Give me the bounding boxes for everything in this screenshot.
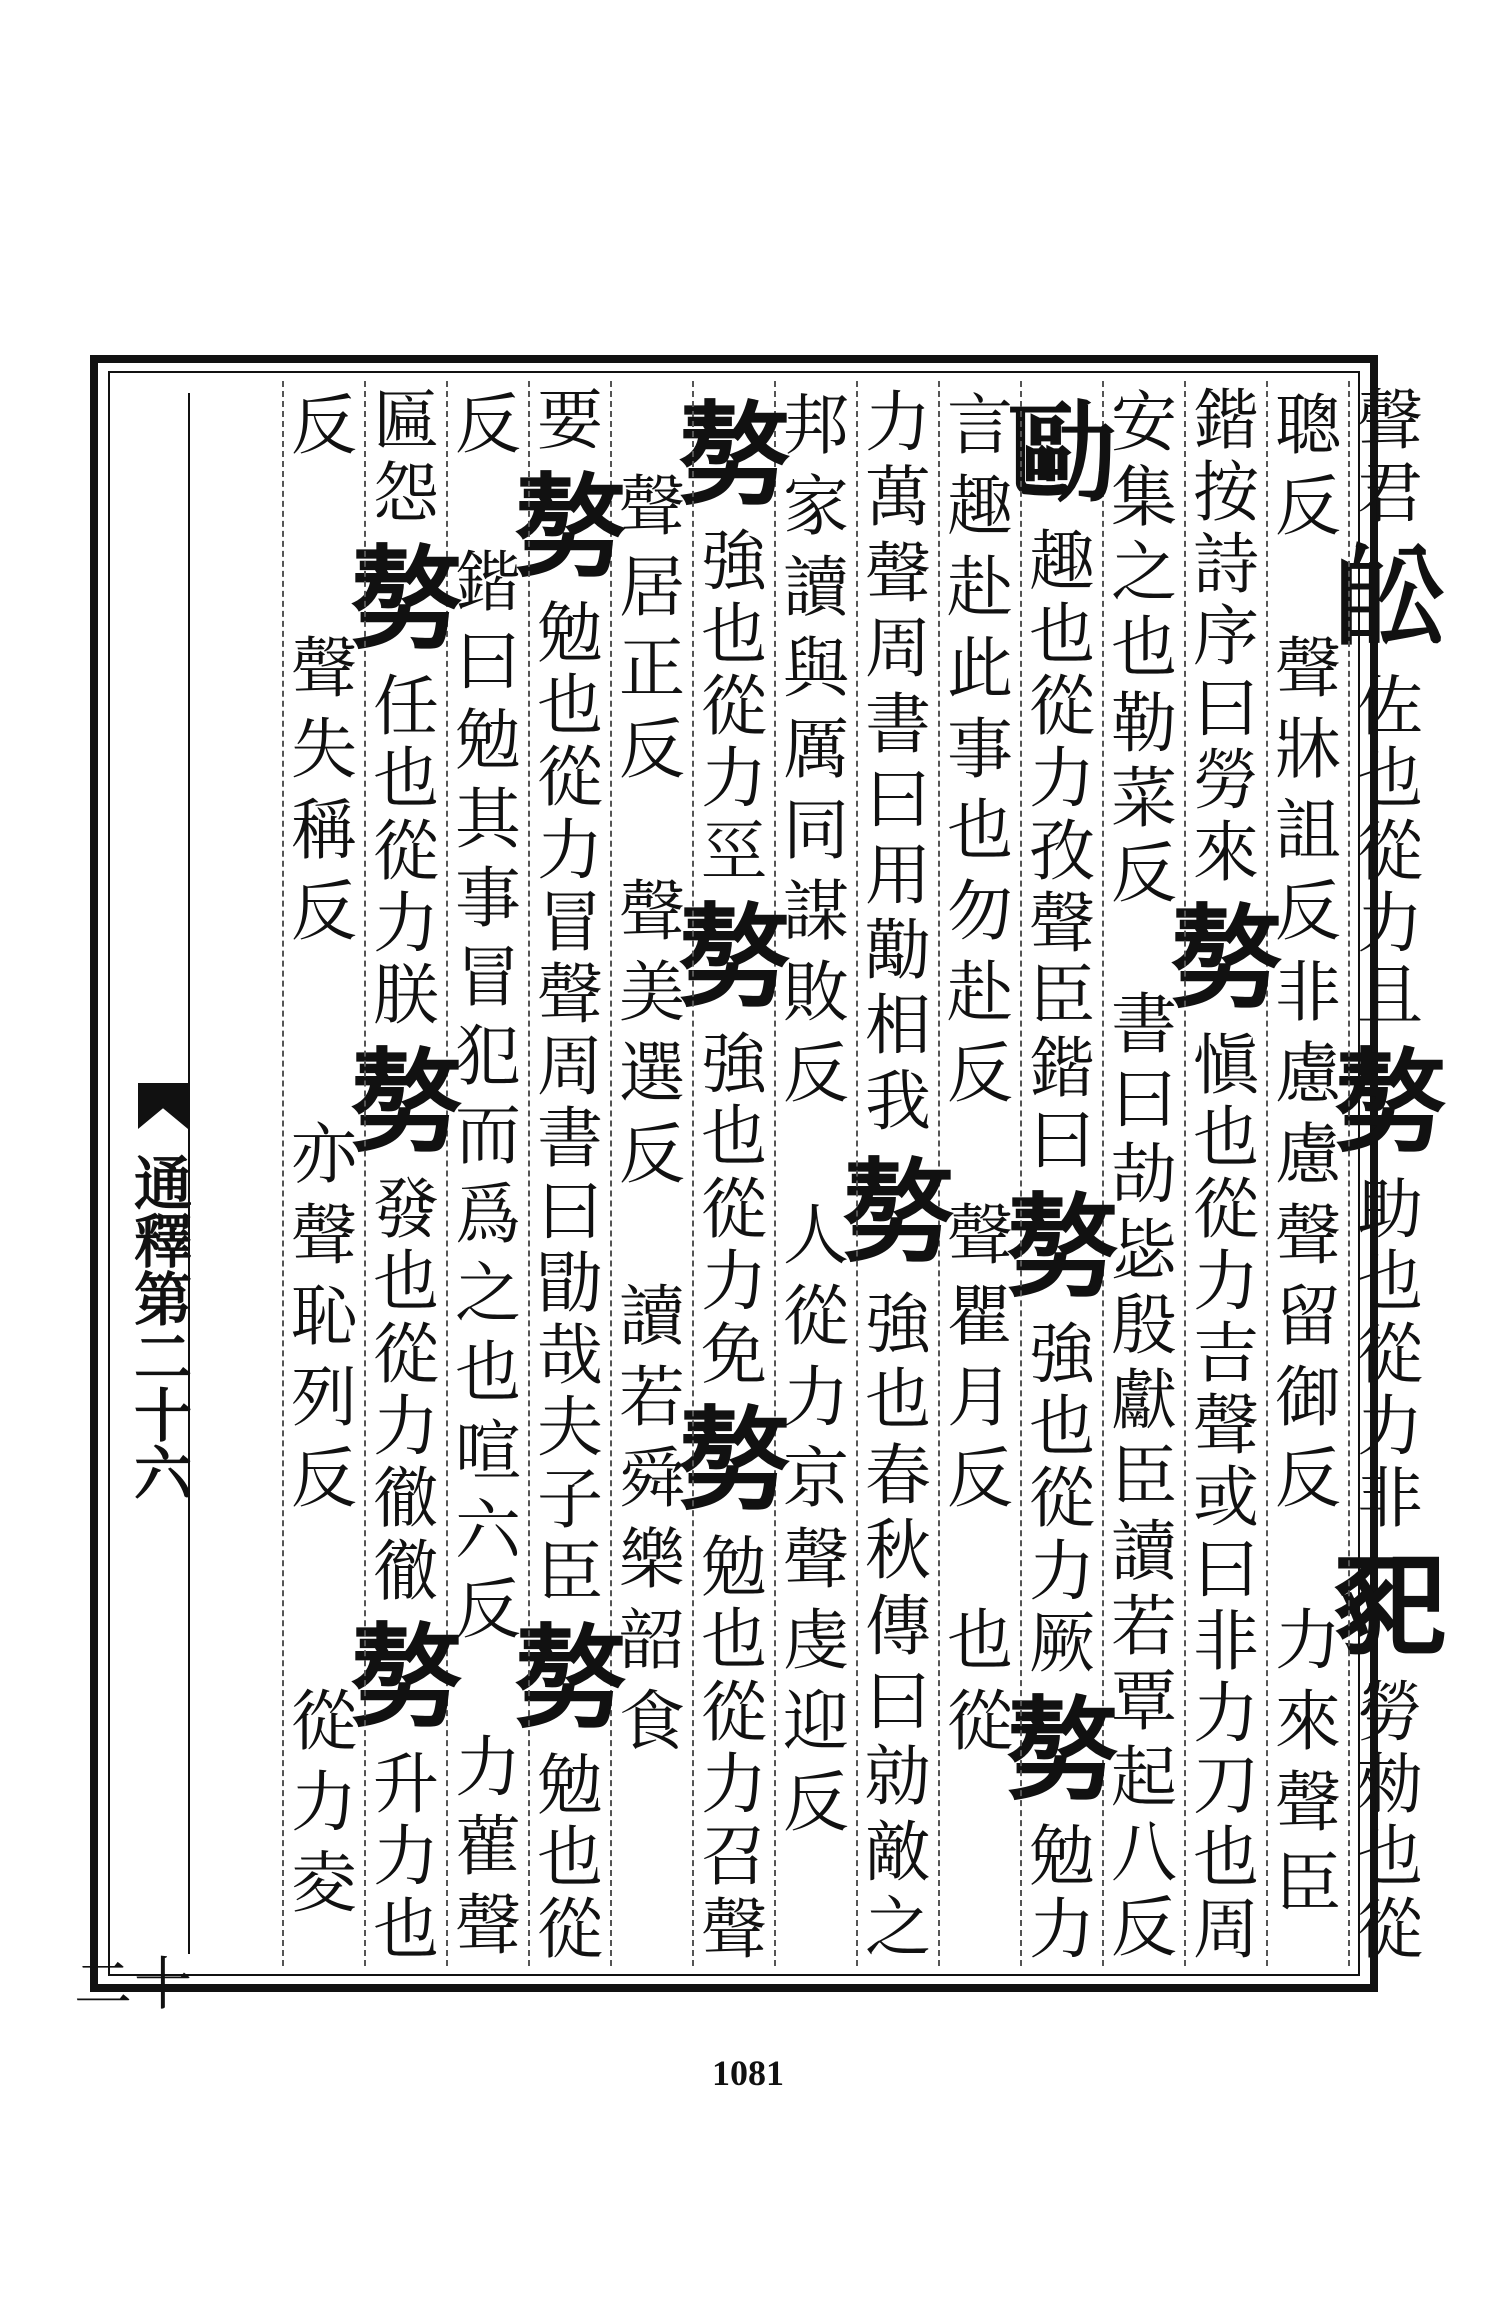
character: 讀 <box>1111 1512 1177 1590</box>
character: 相 <box>865 987 931 1065</box>
text-column <box>350 382 462 1968</box>
character: 勞 <box>1357 1673 1423 1751</box>
character: 力 <box>701 1243 767 1321</box>
seal-character: 𠢔 <box>1006 389 1118 521</box>
character: 反 <box>619 1115 685 1193</box>
character: 家 <box>783 467 849 545</box>
character: 從 <box>1193 1170 1259 1248</box>
character: 匾 <box>373 382 439 460</box>
character: 選 <box>619 1034 685 1112</box>
character: 傳 <box>865 1587 931 1665</box>
column-rule <box>282 381 284 1966</box>
character: 怨 <box>373 454 439 532</box>
character: 來 <box>1193 814 1259 892</box>
character: 也 <box>1193 1098 1259 1176</box>
character: 聲 <box>537 956 603 1034</box>
character: 從 <box>1029 667 1095 745</box>
character: 勉 <box>1029 1818 1095 1896</box>
character: 臣 <box>1029 957 1095 1035</box>
character: 徹 <box>373 1532 439 1610</box>
character: 強 <box>1029 1315 1095 1393</box>
character <box>940 1519 1020 1600</box>
character: 食 <box>619 1682 685 1760</box>
character: 慮 <box>1275 1115 1341 1193</box>
character: 聲 <box>1193 1386 1259 1464</box>
character: 讀 <box>619 1277 685 1355</box>
seal-character: 𠢕 <box>678 892 790 1024</box>
character: 周 <box>537 1028 603 1106</box>
character: 吉 <box>1193 1314 1259 1392</box>
character: 曰 <box>1193 1530 1259 1608</box>
character: 力 <box>1193 1242 1259 1320</box>
character: 力 <box>783 1358 849 1436</box>
character: 之 <box>865 1889 931 1967</box>
character: 也 <box>701 1601 767 1679</box>
character: 力 <box>701 740 767 818</box>
character: 力 <box>701 1746 767 1824</box>
character: 也 <box>865 1361 931 1439</box>
seal-character: 𠢕 <box>678 389 790 521</box>
character: 聲 <box>291 629 357 707</box>
text-column <box>1334 382 1446 1968</box>
character: 曰 <box>865 1662 931 1740</box>
character: 周 <box>865 610 931 688</box>
character: 君 <box>1357 454 1423 532</box>
character: 也 <box>1357 1818 1423 1896</box>
character: 之 <box>1111 534 1177 612</box>
character: 韶 <box>619 1601 685 1679</box>
character: 集 <box>1111 458 1177 536</box>
character <box>1268 547 1348 628</box>
character <box>284 1519 364 1600</box>
character: 也 <box>537 667 603 745</box>
character: 從 <box>701 667 767 745</box>
character: 也 <box>947 791 1013 869</box>
character: 覃 <box>1111 1663 1177 1741</box>
character: 起 <box>1111 1738 1177 1816</box>
character: 哉 <box>537 1316 603 1394</box>
character: 也 <box>701 595 767 673</box>
character <box>284 1600 364 1681</box>
character: 召 <box>701 1818 767 1896</box>
character: 從 <box>1357 1315 1423 1393</box>
character: 也 <box>701 1098 767 1176</box>
character: 勑 <box>1357 1746 1423 1824</box>
seal-character: 𠢕 <box>350 1037 462 1169</box>
character: 力 <box>291 1763 357 1841</box>
margin-leaf-number: 十二 <box>64 1953 192 2011</box>
character: 反 <box>1275 467 1341 545</box>
character: 力 <box>1357 885 1423 963</box>
character: 從 <box>373 1315 439 1393</box>
character: 任 <box>373 667 439 745</box>
character: 也 <box>1029 595 1095 673</box>
text-column <box>776 385 856 1966</box>
character: 謀 <box>783 872 849 950</box>
character: 聲 <box>865 534 931 612</box>
character: 從 <box>373 812 439 890</box>
center-margin <box>64 393 192 2011</box>
column-rule <box>1184 381 1186 1966</box>
character: 反 <box>291 872 357 950</box>
character: 詩 <box>1193 526 1259 604</box>
character: 也 <box>373 1890 439 1968</box>
character <box>1268 1519 1348 1600</box>
character: 反 <box>291 1439 357 1517</box>
character: 反 <box>947 1034 1013 1112</box>
text-column <box>678 385 790 1968</box>
character: 力 <box>865 383 931 461</box>
character: 春 <box>865 1436 931 1514</box>
character: 列 <box>291 1358 357 1436</box>
character: 反 <box>1275 1439 1341 1517</box>
character: 厲 <box>783 710 849 788</box>
character: 免 <box>701 1315 767 1393</box>
character: 劼 <box>1111 1136 1177 1214</box>
character: 犯 <box>455 1017 521 1095</box>
character: 迎 <box>783 1682 849 1760</box>
character: 力 <box>373 1818 439 1896</box>
character: 力 <box>373 885 439 963</box>
seal-character: 𠢕 <box>514 461 626 593</box>
character: 夫 <box>537 1389 603 1467</box>
character: 聲 <box>1275 629 1341 707</box>
character: 鍇 <box>1193 382 1259 460</box>
character: 勒 <box>1111 684 1177 762</box>
character: 書 <box>865 685 931 763</box>
character: 力 <box>455 1729 521 1807</box>
character: 而 <box>455 1096 521 1174</box>
character: 非 <box>1193 1602 1259 1680</box>
character: 臣 <box>1111 1437 1177 1515</box>
text-column <box>1170 382 1282 1969</box>
character: 從 <box>291 1682 357 1760</box>
character: 失 <box>291 710 357 788</box>
character: 從 <box>1029 1460 1095 1538</box>
character: 其 <box>455 780 521 858</box>
character: 佐 <box>1357 667 1423 745</box>
character: 讀 <box>783 548 849 626</box>
character <box>284 466 364 547</box>
character: 聲 <box>455 1887 521 1965</box>
character: 曰 <box>537 1172 603 1250</box>
seal-character: 𠢕 <box>350 534 462 666</box>
character: 瞿 <box>947 1277 1013 1355</box>
character: 之 <box>455 1255 521 1333</box>
character: 來 <box>1275 1682 1341 1760</box>
character: 反 <box>1111 835 1177 913</box>
character: 曰 <box>1193 670 1259 748</box>
character: 且 <box>1357 957 1423 1035</box>
character: 愼 <box>1193 1026 1259 1104</box>
margin-title: 通釋第二十六 <box>124 1153 192 1501</box>
character: 勿 <box>947 872 1013 950</box>
character: 升 <box>373 1746 439 1824</box>
character: 也 <box>1111 609 1177 687</box>
character: 鍇 <box>1029 1029 1095 1107</box>
character: 或 <box>1193 1458 1259 1536</box>
character: 聲 <box>1275 1763 1341 1841</box>
character: 敗 <box>783 953 849 1031</box>
character: 力 <box>1029 1890 1095 1968</box>
character: 冒 <box>455 938 521 1016</box>
character: 從 <box>537 1890 603 1968</box>
character: 留 <box>1275 1277 1341 1355</box>
character: 美 <box>619 953 685 1031</box>
seal-character: 𠢕 <box>1006 1684 1118 1816</box>
character <box>284 547 364 628</box>
seal-character: 𠢕 <box>350 1612 462 1744</box>
column-rule <box>364 381 366 1966</box>
character: 事 <box>947 710 1013 788</box>
character: 反 <box>619 710 685 788</box>
character: 強 <box>701 1026 767 1104</box>
character: 子 <box>537 1461 603 1539</box>
text-column <box>284 385 364 1966</box>
column-rule <box>1266 381 1268 1966</box>
character: 也 <box>1357 1243 1423 1321</box>
character: 聲 <box>1029 885 1095 963</box>
character: 從 <box>701 1170 767 1248</box>
seal-character: 𠢕 <box>1334 1037 1446 1169</box>
character: 刀 <box>1193 1747 1259 1825</box>
seal-character: 𦤉 <box>1334 534 1446 666</box>
character: 反 <box>783 1034 849 1112</box>
character: 亦 <box>291 1115 357 1193</box>
character: 非 <box>1275 953 1341 1031</box>
character: 反 <box>947 1439 1013 1517</box>
character: 按 <box>1193 454 1259 532</box>
character <box>612 790 692 871</box>
character: 朕 <box>373 957 439 1035</box>
character: 也 <box>947 1601 1013 1679</box>
character: 我 <box>865 1062 931 1140</box>
column-rule <box>856 381 858 1966</box>
character: 從 <box>947 1682 1013 1760</box>
character: 力 <box>373 1387 439 1465</box>
seal-character: 𠢕 <box>1170 893 1282 1025</box>
character: 反 <box>783 1763 849 1841</box>
character: 牀 <box>1275 710 1341 788</box>
character: 言 <box>947 386 1013 464</box>
character: 勖 <box>537 1244 603 1322</box>
character <box>612 385 692 466</box>
character: 反 <box>455 1571 521 1649</box>
character: 此 <box>947 629 1013 707</box>
character: 反 <box>1111 1889 1177 1967</box>
character: 赴 <box>947 548 1013 626</box>
character: 恥 <box>291 1277 357 1355</box>
character: 也 <box>455 1334 521 1412</box>
character: 赴 <box>947 953 1013 1031</box>
text-block <box>64 371 1446 2011</box>
character: 也 <box>537 1818 603 1896</box>
character: 雚 <box>455 1808 521 1886</box>
character: 虔 <box>783 1601 849 1679</box>
character: 厥 <box>1029 1604 1095 1682</box>
character <box>1104 912 1184 987</box>
character: 慮 <box>1275 1034 1341 1112</box>
character: 力 <box>1193 1675 1259 1753</box>
character: 從 <box>701 1673 767 1751</box>
character: 若 <box>1111 1588 1177 1666</box>
character: 聲 <box>783 1520 849 1598</box>
character: 趣 <box>947 467 1013 545</box>
character: 舜 <box>619 1439 685 1517</box>
character: 京 <box>783 1439 849 1517</box>
character: 也 <box>1193 1819 1259 1897</box>
character: 也 <box>1357 740 1423 818</box>
character: 助 <box>1357 1170 1423 1248</box>
character: 書 <box>537 1100 603 1178</box>
character: 月 <box>947 1358 1013 1436</box>
character: 曰 <box>455 622 521 700</box>
character: 秋 <box>865 1512 931 1590</box>
character: 也 <box>1029 1387 1095 1465</box>
text-column <box>1006 385 1118 1968</box>
character: 從 <box>783 1277 849 1355</box>
character: 同 <box>783 791 849 869</box>
character: 力 <box>1275 1601 1341 1679</box>
character: 非 <box>1357 1460 1423 1538</box>
character: 勞 <box>1193 742 1259 820</box>
character: 從 <box>537 739 603 817</box>
character: 聲 <box>619 872 685 950</box>
character <box>776 1114 856 1195</box>
character: 毖 <box>1111 1211 1177 1289</box>
character: 反 <box>1275 872 1341 950</box>
character: 也 <box>373 1243 439 1321</box>
character: 力 <box>1029 1532 1095 1610</box>
seal-character: 𠢕 <box>678 1395 790 1527</box>
character <box>284 1033 364 1114</box>
character: 力 <box>537 811 603 889</box>
page-number: 1081 <box>712 2053 784 2093</box>
character: 冒 <box>537 883 603 961</box>
character: 敵 <box>865 1813 931 1891</box>
column-rule <box>1348 381 1350 1966</box>
character: 強 <box>865 1285 931 1363</box>
character <box>448 464 528 543</box>
text-column <box>514 382 626 1968</box>
character: 六 <box>455 1492 521 1570</box>
character <box>284 952 364 1033</box>
character: 勉 <box>537 1746 603 1824</box>
character: 也 <box>373 740 439 818</box>
character: 若 <box>619 1358 685 1436</box>
character: 人 <box>783 1196 849 1274</box>
column-rule <box>692 381 694 1966</box>
character: 夌 <box>291 1844 357 1922</box>
character: 聰 <box>1275 386 1341 464</box>
character: 反 <box>455 385 521 463</box>
character: 邦 <box>783 386 849 464</box>
character: 安 <box>1111 383 1177 461</box>
character: 聲 <box>947 1196 1013 1274</box>
character: 趣 <box>1029 523 1095 601</box>
character: 發 <box>373 1170 439 1248</box>
character: 孜 <box>1029 812 1095 890</box>
character: 殷 <box>1111 1287 1177 1365</box>
character: 力 <box>1357 1387 1423 1465</box>
seal-character: 𠢕 <box>842 1147 954 1279</box>
character: 聲 <box>1275 1196 1341 1274</box>
character: 從 <box>1357 812 1423 890</box>
character: 周 <box>1193 1891 1259 1969</box>
character: 聲 <box>1357 382 1423 460</box>
character: 臣 <box>537 1533 603 1611</box>
character: 爲 <box>455 1175 521 1253</box>
seal-character: 𠢕 <box>514 1613 626 1745</box>
character: 用 <box>865 836 931 914</box>
character: 聲 <box>701 1890 767 1968</box>
character <box>612 1195 692 1276</box>
character: 勉 <box>701 1528 767 1606</box>
character: 巠 <box>701 812 767 890</box>
character: 聲 <box>619 467 685 545</box>
character: 書 <box>1111 985 1177 1063</box>
character: 勍 <box>865 1738 931 1816</box>
character: 曰 <box>1029 1102 1095 1180</box>
character: 御 <box>1275 1358 1341 1436</box>
character: 菜 <box>1111 760 1177 838</box>
character: 勉 <box>537 595 603 673</box>
character: 勱 <box>865 912 931 990</box>
character: 從 <box>1357 1890 1423 1968</box>
character: 詛 <box>1275 791 1341 869</box>
character: 反 <box>291 386 357 464</box>
column-rule <box>528 381 530 1966</box>
character: 力 <box>1029 740 1095 818</box>
character: 勉 <box>455 701 521 779</box>
character: 正 <box>619 629 685 707</box>
character: 要 <box>537 382 603 460</box>
text-column <box>842 383 954 1967</box>
text-column <box>1268 385 1348 1966</box>
character: 喧 <box>455 1413 521 1491</box>
character: 曰 <box>865 761 931 839</box>
character: 曰 <box>1111 1061 1177 1139</box>
character: 八 <box>1111 1813 1177 1891</box>
character: 序 <box>1193 598 1259 676</box>
column-rule <box>774 381 776 1966</box>
character: 強 <box>701 523 767 601</box>
page-frame <box>64 355 1446 2011</box>
character: 事 <box>455 859 521 937</box>
fishtail-mark <box>138 1083 188 1129</box>
character: 臣 <box>1275 1844 1341 1922</box>
character: 稱 <box>291 791 357 869</box>
character: 萬 <box>865 459 931 537</box>
character: 徹 <box>373 1460 439 1538</box>
seal-character: 𠢕 <box>1006 1181 1118 1313</box>
character: 居 <box>619 548 685 626</box>
character: 鍇 <box>455 543 521 621</box>
character: 與 <box>783 629 849 707</box>
character: 樂 <box>619 1520 685 1598</box>
seal-character: 𢁁 <box>1334 1539 1446 1671</box>
column-rule <box>1020 381 1022 1966</box>
character: 聲 <box>291 1196 357 1274</box>
character: 獻 <box>1111 1362 1177 1440</box>
